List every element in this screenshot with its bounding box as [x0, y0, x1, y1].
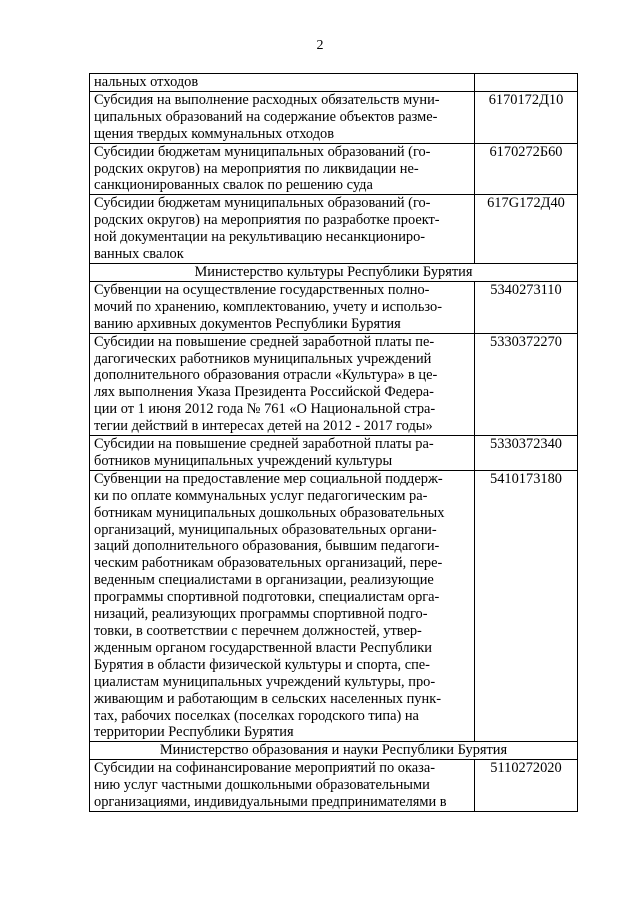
description-line: тах, рабочих поселках (поселках городского типа) на [94, 707, 419, 724]
description-line: ческим работникам образовательных организаций, пере- [94, 555, 443, 572]
budget-code: 6170272Б60 [475, 143, 578, 195]
description-line: санкционированных свалок по решению суда [94, 177, 373, 194]
description-line: товки, в соответствии с перечнем должностей, утвер- [94, 623, 422, 639]
description-line: организациями, индивидуальными предпринимателями в [94, 794, 447, 811]
table-row [90, 195, 578, 264]
description-line: ципальных образований на содержание объектов разме- [94, 108, 438, 125]
subsidy-description [90, 91, 475, 143]
budget-code: 5330372270 [475, 333, 578, 435]
description-line: программы спортивной подготовки, специалистам орга- [94, 589, 440, 606]
description-line: ки по оплате коммунальных услуг педагогическим ра- [94, 487, 428, 504]
description-line: Бурятия в области физической культуры и спорта, спе- [94, 656, 430, 673]
budget-code: 5340273110 [475, 281, 578, 333]
description-line: организаций, муниципальных образовательных органи- [94, 521, 437, 538]
table-row [90, 74, 578, 92]
description-line: ванных свалок [94, 246, 184, 263]
subsidy-description [90, 281, 475, 333]
budget-code [475, 74, 578, 92]
description-line: родских округов) на мероприятия по ликвидации не- [94, 160, 419, 177]
table-row [90, 91, 578, 143]
description-line: заций дополнительного образования, бывшим педагоги- [94, 538, 440, 555]
description-line: веденным специалистами в организации, реализующие [94, 572, 434, 589]
description-line: ной документации на рекультивацию несанкциониро- [94, 229, 426, 246]
description-line: циалистам муниципальных учреждений культуры, про- [94, 673, 436, 690]
section-header-row [90, 263, 578, 281]
description-line: жденным органом государственной власти Республики [94, 639, 432, 656]
description-line: нальных отходов [94, 74, 199, 90]
table-body [90, 74, 578, 812]
description-line: Субсидии на повышение средней заработной платы пе- [94, 333, 435, 350]
description-line: мочий по хранению, комплектованию, учету и использо- [94, 298, 443, 315]
description-line: нию услуг частными дошкольными образовательными [94, 777, 430, 794]
description-line: живающим и работающим в сельских населенных пунк- [94, 690, 441, 707]
budget-code: 5330372340 [475, 436, 578, 471]
table-row [90, 436, 578, 471]
table-row [90, 281, 578, 333]
section-header-row [90, 742, 578, 760]
description-line: дополнительного образования отрасли «Культура» в це- [94, 367, 438, 384]
description-line: ботникам муниципальных дошкольных образовательных [94, 504, 445, 521]
description-line: Субсидии на софинансирование мероприятий по оказа- [94, 760, 436, 777]
description-line: ванию архивных документов Республики Бурятия [94, 315, 401, 332]
description-line: дагогических работников муниципальных учреждений [94, 350, 432, 367]
description-line: низаций, реализующих программы спортивной подго- [94, 606, 428, 623]
description-line: Субсидия на выполнение расходных обязательств муни- [94, 91, 440, 108]
section-title: Министерство культуры Республики Бурятия [90, 263, 578, 281]
description-line: Субсидии на повышение средней заработной платы ра- [94, 436, 434, 453]
description-line: Субсидии бюджетам муниципальных образований (го- [94, 143, 431, 160]
subsidy-code-table [89, 73, 578, 812]
subsidy-description [90, 436, 475, 471]
description-line: щения твердых коммунальных отходов [94, 125, 335, 142]
budget-code: 5410173180 [475, 470, 578, 742]
budget-code: 6170172Д10 [475, 91, 578, 143]
table-row [90, 760, 578, 812]
subsidy-description [90, 333, 475, 435]
table-row [90, 470, 578, 742]
subsidy-description [90, 470, 475, 742]
description-line: тегии действий в интересах детей на 2012 - 2017 годы» [94, 418, 433, 435]
budget-code: 617G172Д40 [475, 195, 578, 264]
description-line: Субвенции на предоставление мер социальной поддерж- [94, 470, 443, 487]
description-line: лях выполнения Указа Президента Российской Федера- [94, 384, 434, 401]
table-row [90, 333, 578, 435]
description-line: территории Республики Бурятия [94, 724, 294, 741]
subsidy-description [90, 195, 475, 264]
description-line: родских округов) на мероприятия по разработке проект- [94, 212, 440, 229]
subsidy-description [90, 143, 475, 195]
section-title: Министерство образования и науки Республики Бурятия [90, 742, 578, 760]
description-line: Субвенции на осуществление государственных полно- [94, 281, 430, 298]
description-line: ции от 1 июня 2012 года № 761 «О Национальной стра- [94, 401, 436, 418]
subsidy-description [90, 74, 475, 92]
table-row [90, 143, 578, 195]
description-line: ботников муниципальных учреждений культуры [94, 452, 393, 469]
subsidy-description [90, 760, 475, 812]
budget-code: 5110272020 [475, 760, 578, 812]
description-line: Субсидии бюджетам муниципальных образований (го- [94, 195, 431, 212]
page-number: 2 [316, 38, 324, 53]
